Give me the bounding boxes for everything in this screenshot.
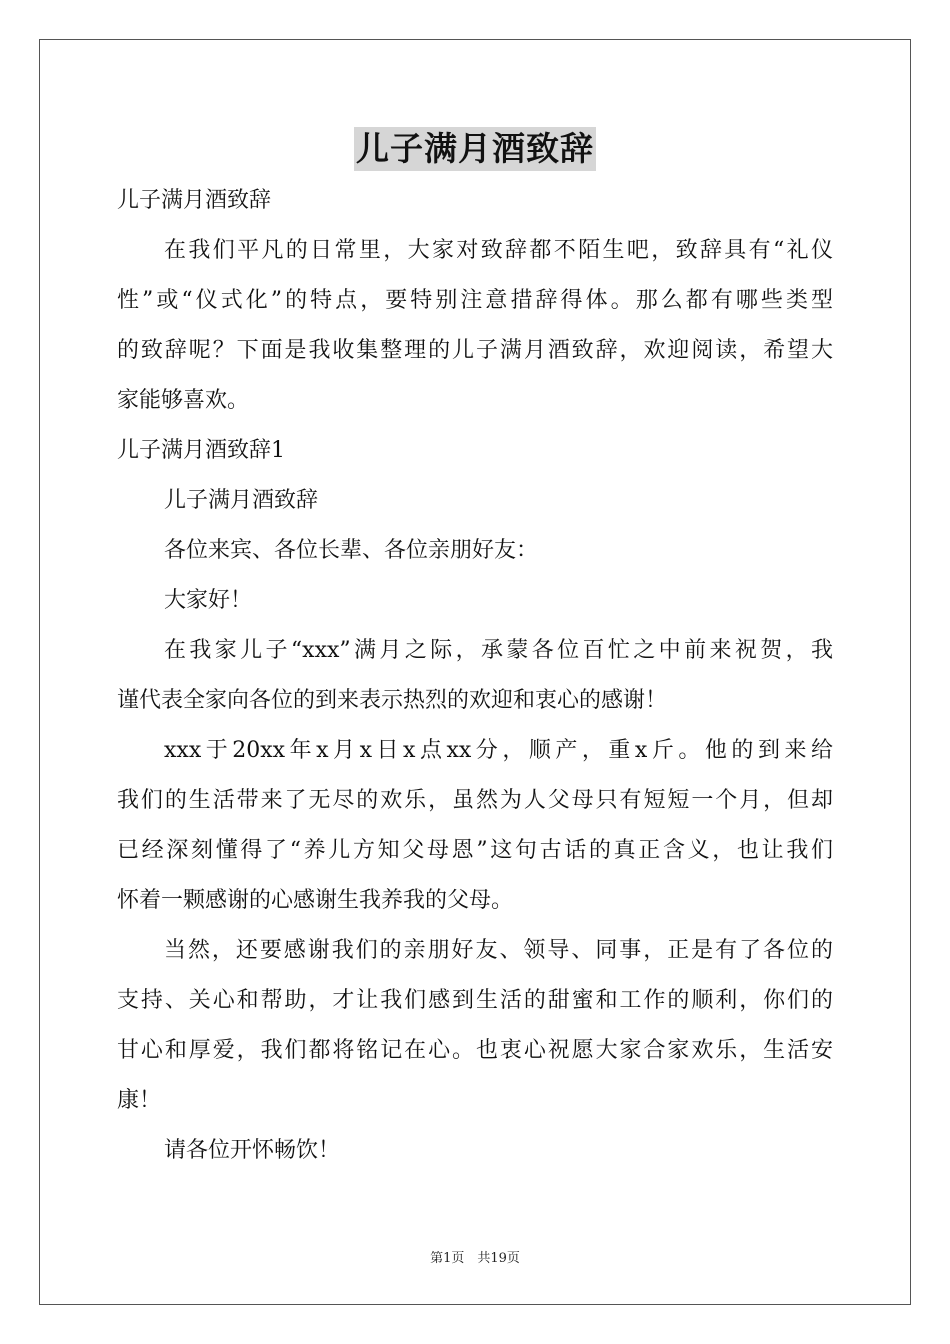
text-line: 我们的生活带来了无尽的欢乐，虽然为人父母只有短短一个月，但却 [117, 788, 833, 813]
text-line: 甘心和厚爱，我们都将铭记在心。也衷心祝愿大家合家欢乐，生活安 [117, 1038, 833, 1063]
text-line: 各位来宾、各位长辈、各位亲朋好友： [164, 538, 539, 563]
text-line: 谨代表全家向各位的到来表示热烈的欢迎和衷心的感谢！ [117, 688, 668, 713]
text-line: 儿子满月酒致辞 [117, 188, 272, 213]
text-line: 当然，还要感谢我们的亲朋好友、领导、同事，正是有了各位的 [164, 938, 833, 963]
document-body [117, 176, 833, 1176]
page-footer: 第1页 共19页 [430, 1251, 520, 1266]
text-line: 在我们平凡的日常里，大家对致辞都不陌生吧，致辞具有“礼仪 [164, 238, 833, 263]
text-line: xxx于20xx年x月x日x点xx分，顺产，重x斤。他的到来给 [164, 738, 833, 763]
text-line: 已经深刻懂得了“养儿方知父母恩”这句古话的真正含义，也让我们 [117, 838, 833, 863]
title-container [0, 127, 950, 171]
text-line: 性”或“仪式化”的特点，要特别注意措辞得体。那么都有哪些类型 [117, 288, 833, 313]
document-title: 儿子满月酒致辞 [354, 127, 596, 171]
text-line: 请各位开怀畅饮！ [164, 1138, 341, 1163]
text-line: 家能够喜欢。 [117, 388, 250, 413]
text-line: 的致辞呢？下面是我收集整理的儿子满月酒致辞，欢迎阅读，希望大 [117, 338, 833, 363]
text-line: 大家好！ [164, 588, 253, 613]
text-line: 支持、关心和帮助，才让我们感到生活的甜蜜和工作的顺利，你们的 [117, 988, 833, 1013]
text-line: 康！ [117, 1088, 162, 1113]
text-line: 儿子满月酒致辞 [164, 488, 319, 513]
text-line: 怀着一颗感谢的心感谢生我养我的父母。 [117, 888, 514, 913]
text-line: 儿子满月酒致辞1 [117, 438, 285, 463]
text-line: 在我家儿子“xxx”满月之际，承蒙各位百忙之中前来祝贺，我 [164, 638, 833, 663]
